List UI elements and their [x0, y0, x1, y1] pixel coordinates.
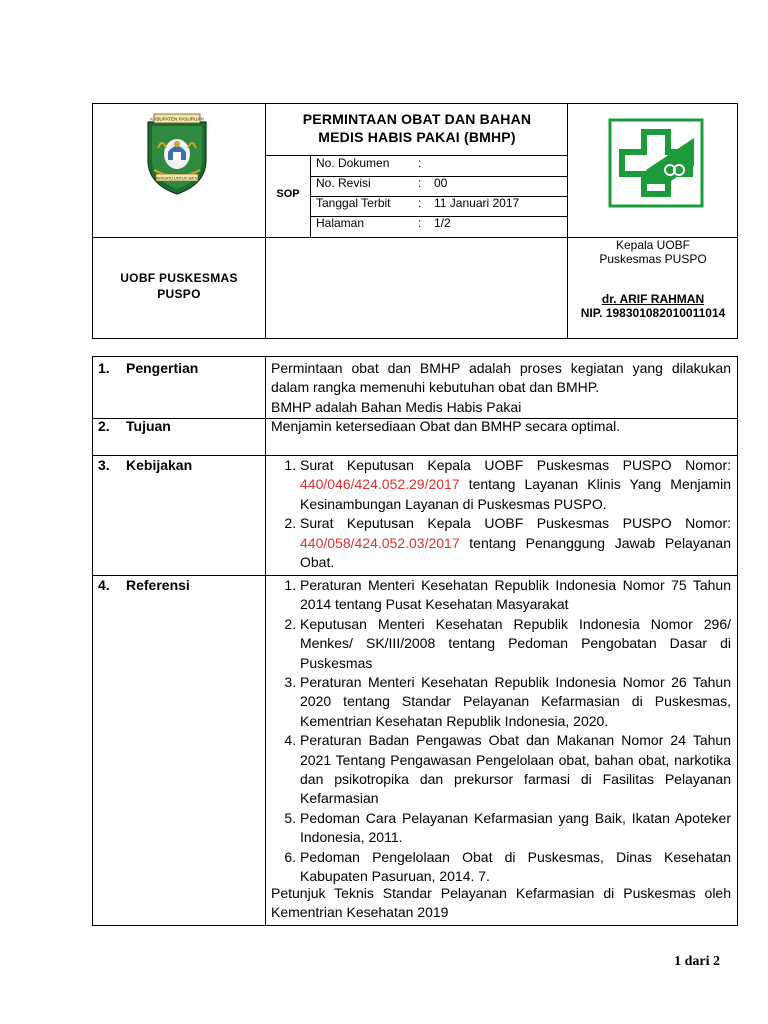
tujuan-text: Menjamin ketersediaan Obat dan BMHP secara optimal.: [271, 418, 621, 434]
meta-colon: :: [418, 196, 422, 210]
kebijakan-list: [271, 456, 731, 572]
section-label-referensi: Referensi: [126, 577, 190, 593]
pengertian-line-2: BMHP adalah Bahan Medis Habis Pakai: [271, 398, 522, 415]
org-line-2: PUSPO: [157, 287, 201, 301]
pasuruan-regency-emblem-icon: [140, 108, 214, 196]
meta-colon: :: [418, 176, 422, 190]
org-line-1: UOBF PUSKESMAS: [120, 271, 238, 285]
list-item: 1. Peraturan Menteri Kesehatan Republik Indonesia Nomor 75 Tahun 2014 tentang Pusat Kesehatan Masyarakat: [300, 576, 731, 615]
item-text: tentang Layanan Klinis Yang Menjamin Kesinambungan Layanan di Puskesmas PUSPO.: [300, 476, 731, 512]
content-divider-col: [265, 356, 266, 926]
page-number: 1 dari 2: [674, 954, 720, 969]
decree-reference: 440/046/424.052.29/2017: [300, 476, 460, 493]
section-number: 4.: [98, 577, 110, 593]
meta-key: No. Dokumen: [316, 156, 390, 170]
head-nip: NIP. 198301082010011014: [580, 306, 726, 320]
document-title: [268, 110, 566, 146]
section-number: 1.: [98, 360, 110, 376]
item-text: tentang Penanggung Jawab Pelayanan Obat.: [300, 534, 731, 571]
organization-name: [94, 270, 264, 302]
list-item: [300, 514, 731, 572]
head-line-1: Kepala UOBF: [615, 238, 691, 252]
emblem-banner-text: KABUPATEN PASURUAN: [150, 116, 204, 122]
section-label-pengertian: Pengertian: [126, 360, 199, 376]
list-item: [300, 456, 731, 514]
pengertian-text: [271, 359, 731, 417]
decree-reference: 440/058/424.052.03/2017: [300, 534, 460, 551]
list-item: 2. Keputusan Menteri Kesehatan Republik Indonesia Nomor 296/ Menkes/ SK/III/2008 tentang Pedoman Pengobatan Dasar di Puskesmas: [300, 615, 731, 673]
referensi-tail: Petunjuk Teknis Standar Pelayanan Kefarmasian di Puskesmas oleh Kementrian Kesehatan 2019: [271, 885, 731, 921]
head-name: dr. ARIF RAHMAN: [601, 292, 705, 306]
meta-value: 1/2: [434, 216, 451, 230]
meta-key: No. Revisi: [316, 176, 371, 190]
puskesmas-logo-icon: [608, 118, 704, 208]
meta-colon: :: [418, 156, 422, 170]
list-item: 3. Peraturan Menteri Kesehatan Republik Indonesia Nomor 26 Tahun 2020 tentang Standar Pelayanan Kefarmasian di Puskesmas, Kementrian Kesehatan Republik Indonesia, 2020.: [300, 673, 731, 731]
item-text: Surat Keputusan Kepala UOBF Puskesmas PUSPO Nomor:: [300, 457, 731, 473]
meta-colon: :: [418, 216, 422, 230]
pengertian-line-1: Permintaan obat dan BMHP adalah proses kegiatan yang dilakukan dalam rangka memenuhi kebutuhan obat dan BMHP.: [271, 360, 731, 396]
list-item: 6. Pedoman Pengelolaan Obat di Puskesmas, Dinas Kesehatan Kabupaten Pasuruan, 2014. 7.: [300, 848, 731, 887]
meta-value: 11 Januari 2017: [434, 196, 520, 210]
section-label-kebijakan: Kebijakan: [126, 457, 193, 473]
sop-label: SOP: [276, 188, 300, 200]
meta-value: 00: [434, 176, 448, 190]
title-line-1: PERMINTAAN OBAT DAN BAHAN: [302, 111, 532, 127]
meta-key: Halaman: [316, 216, 365, 230]
list-item: 5. Pedoman Cara Pelayanan Kefarmasian yang Baik, Ikatan Apoteker Indonesia, 2011.: [300, 809, 731, 848]
section-label-tujuan: Tujuan: [126, 418, 171, 434]
header-divider-col1: [265, 103, 266, 339]
emblem-motto-text: BERSATU UNTUK MAJU: [155, 176, 199, 181]
item-text: Surat Keputusan Kepala UOBF Puskesmas PUSPO Nomor:: [300, 515, 731, 532]
title-line-2: MEDIS HABIS PAKAI (BMHP): [318, 129, 516, 145]
head-line-2: Puskesmas PUSPO: [599, 252, 707, 266]
meta-key: Tanggal Terbit: [316, 196, 391, 210]
section-number: 3.: [98, 457, 110, 473]
head-title: [568, 238, 738, 266]
section-number: 2.: [98, 418, 110, 434]
referensi-list: [271, 576, 731, 887]
list-item: 4. Peraturan Badan Pengawas Obat dan Makanan Nomor 24 Tahun 2021 Tentang Pengawasan Pengelolaan obat, bahan obat, narkotika dan psikotropika dan prekursor farmasi di Fasilitas Pelayanan Kefarmasian: [300, 731, 731, 809]
